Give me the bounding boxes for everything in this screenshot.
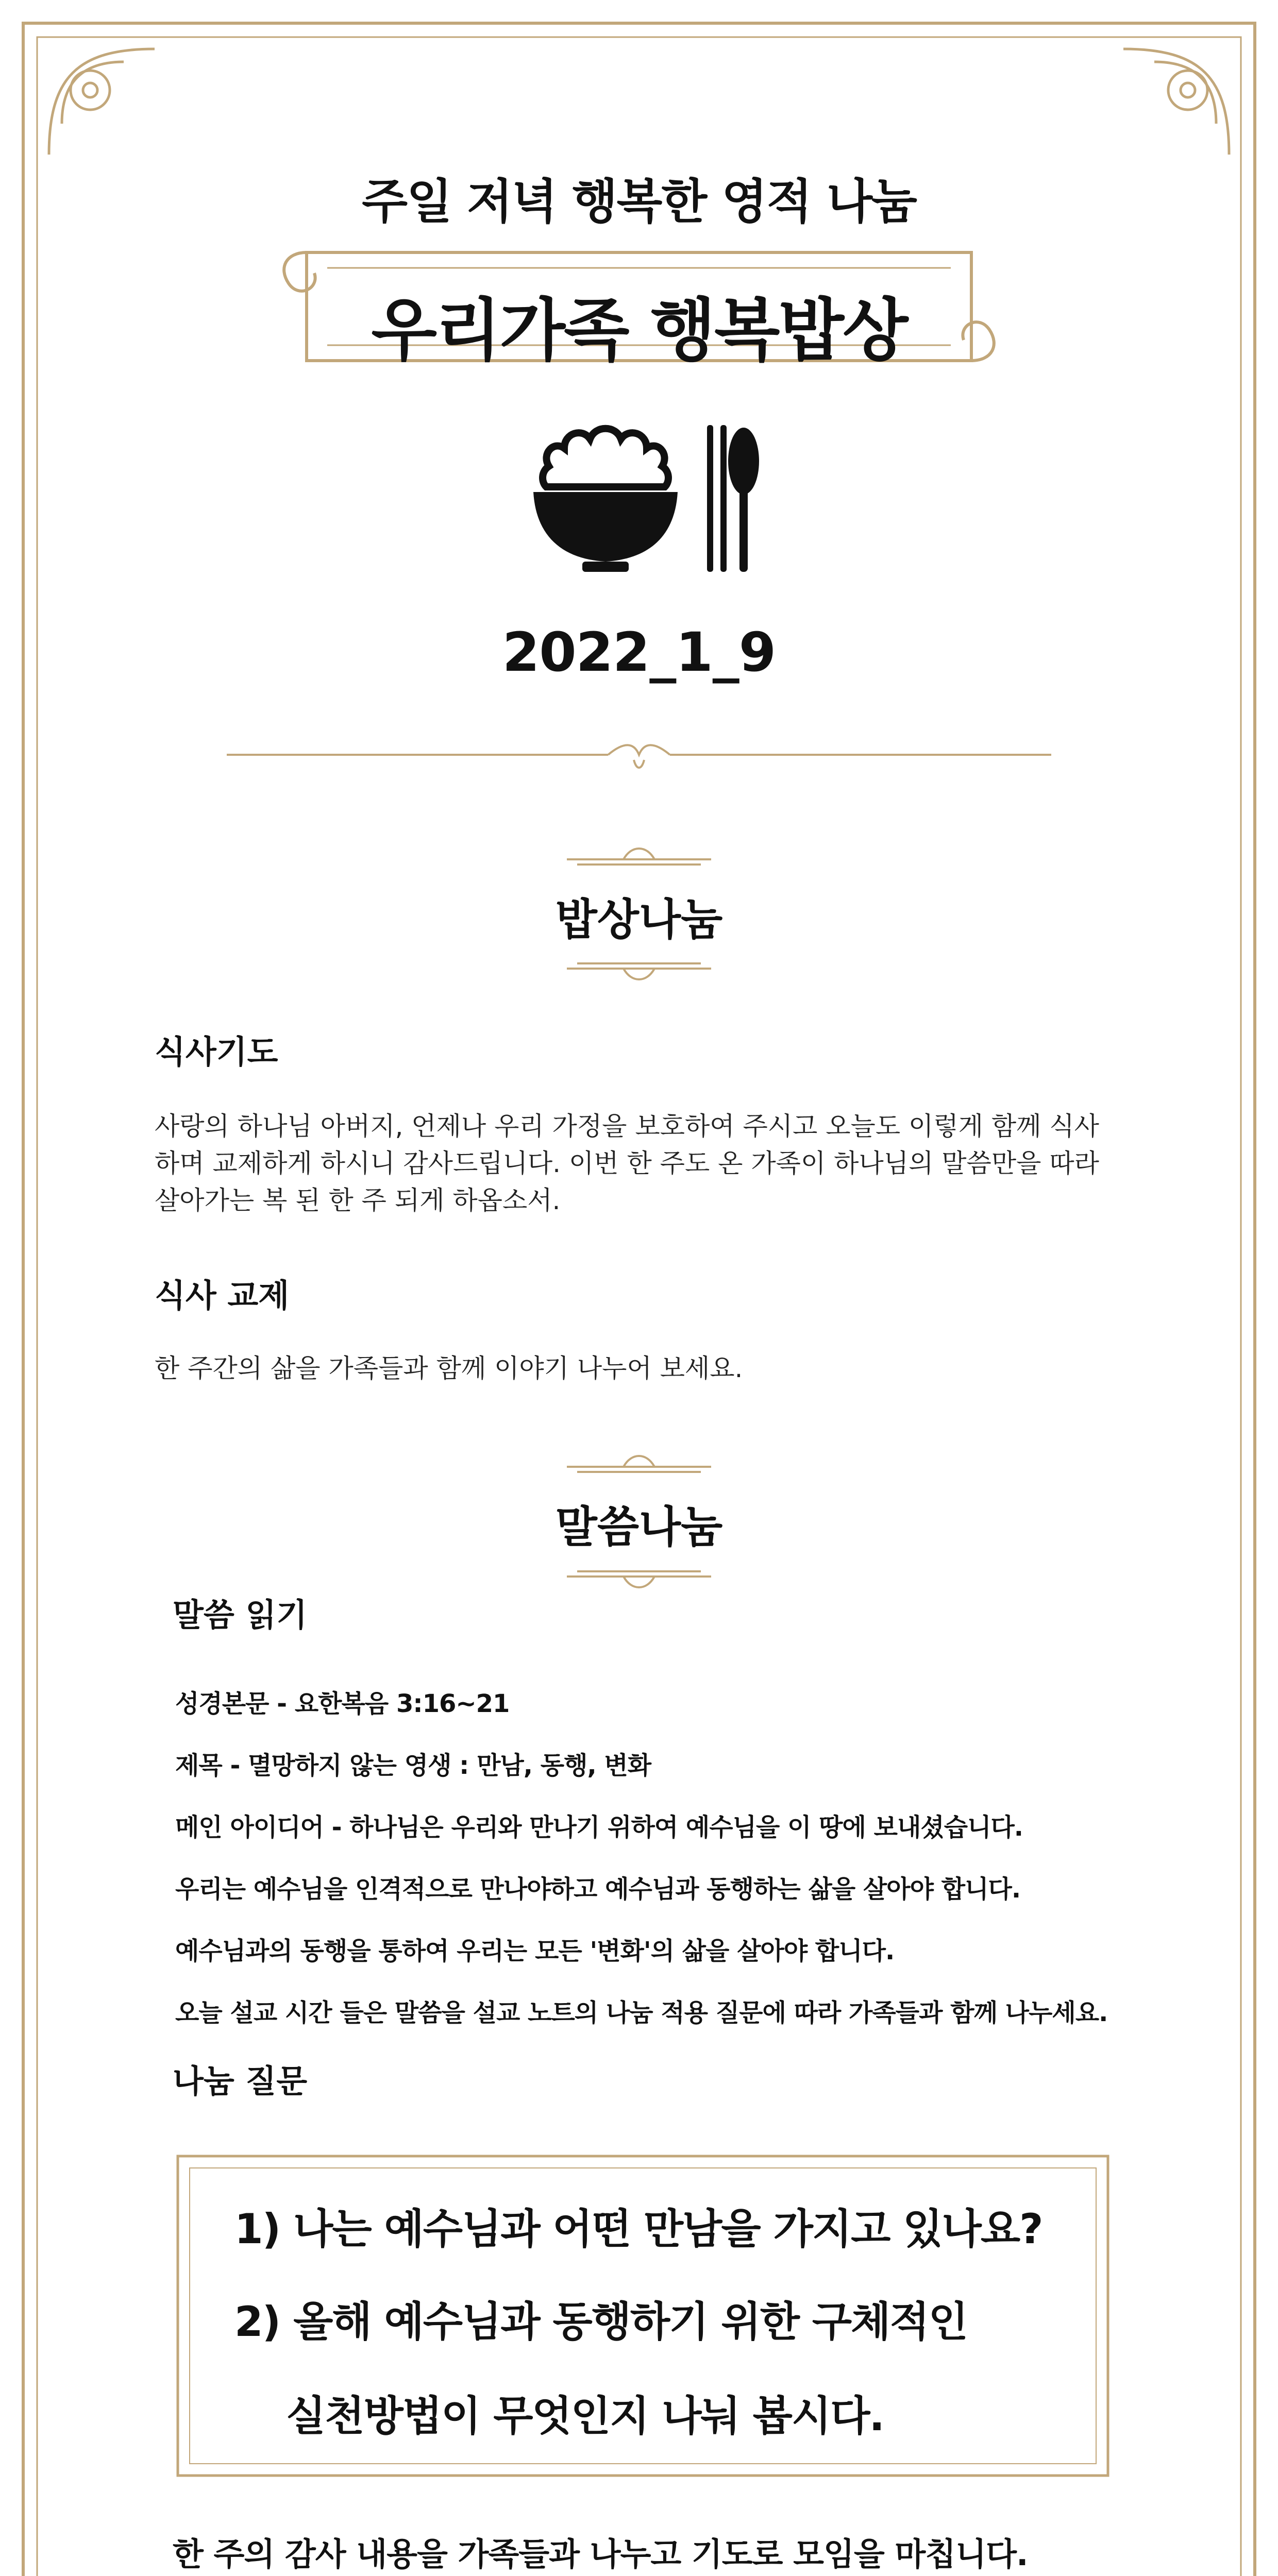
meal-section-title: 밥상나눔 [555,894,723,945]
section1-ornament-top [567,849,711,865]
grace-prayer-text [155,1108,1134,1219]
rice-bowl-icon [533,429,678,572]
bible-line: 예수님과의 동행을 통하여 우리는 모든 '변화'의 삶을 살아야 합니다. [175,1937,895,1965]
corner-flourish-top-right [1123,49,1229,155]
bible-line: 메인 아이디어 - 하나님은 우리와 만나기 위하여 예수님을 이 땅에 보내셨습니다. [175,1813,1023,1842]
reading-heading: 말씀 읽기 [173,1596,308,1634]
bible-line: 제목 - 멸망하지 않는 영생 : 만남, 동행, 변화 [175,1751,651,1780]
word-section-title: 말씀나눔 [555,1502,723,1552]
corner-flourish-top-left [49,49,155,155]
question-2: 2) 올해 예수님과 동행하기 위한 구체적인 [234,2298,967,2346]
closing-text: 한 주의 감사 내용을 가족들과 나누고 기도로 모임을 마칩니다. [173,2535,1028,2573]
fellowship-heading: 식사 교제 [155,1277,290,1314]
section1-ornament-bottom [567,963,711,979]
bible-line: 우리는 예수님을 인격적으로 만나야하고 예수님과 동행하는 삶을 살아야 합니다. [175,1875,1021,1904]
page-subtitle: 주일 저녁 행복한 영적 나눔 [362,174,916,229]
grace-heading: 식사기도 [155,1033,278,1071]
section2-ornament-top [567,1456,711,1472]
question-heading: 나눔 질문 [173,2062,308,2100]
question-1: 1) 나는 예수님과 어떤 만남을 가지고 있나요? [234,2205,1042,2253]
grace-line: 하며 교제하게 하시니 감사드립니다. 이번 한 주도 온 가족이 하나님의 말씀만을 따라 [155,1148,1099,1178]
grace-line: 사랑의 하나님 아버지, 언제나 우리 가정을 보호하여 주시고 오늘도 이렇게 함께 식사 [155,1111,1099,1141]
section2-ornament-bottom [567,1571,711,1587]
date-label: 2022_1_9 [502,621,776,684]
grace-line: 살아가는 복 된 한 주 되게 하옵소서. [155,1185,561,1215]
divider-top [227,745,1051,768]
fellowship-text: 한 주간의 삶을 가족들과 함께 이야기 나누어 보세요. [155,1353,743,1383]
chopsticks-spoon-icon [707,425,759,572]
bible-line: 오늘 설교 시간 들은 말씀을 설교 노트의 나눔 적용 질문에 따라 가족들과 함께 나누세요. [175,1998,1108,2027]
question-2-continued: 실천방법이 무엇인지 나눠 봅시다. [286,2392,884,2440]
page-title: 우리가족 행복밥상 [371,291,907,370]
bible-line: 성경본문 - 요한복음 3:16~21 [175,1689,510,1718]
